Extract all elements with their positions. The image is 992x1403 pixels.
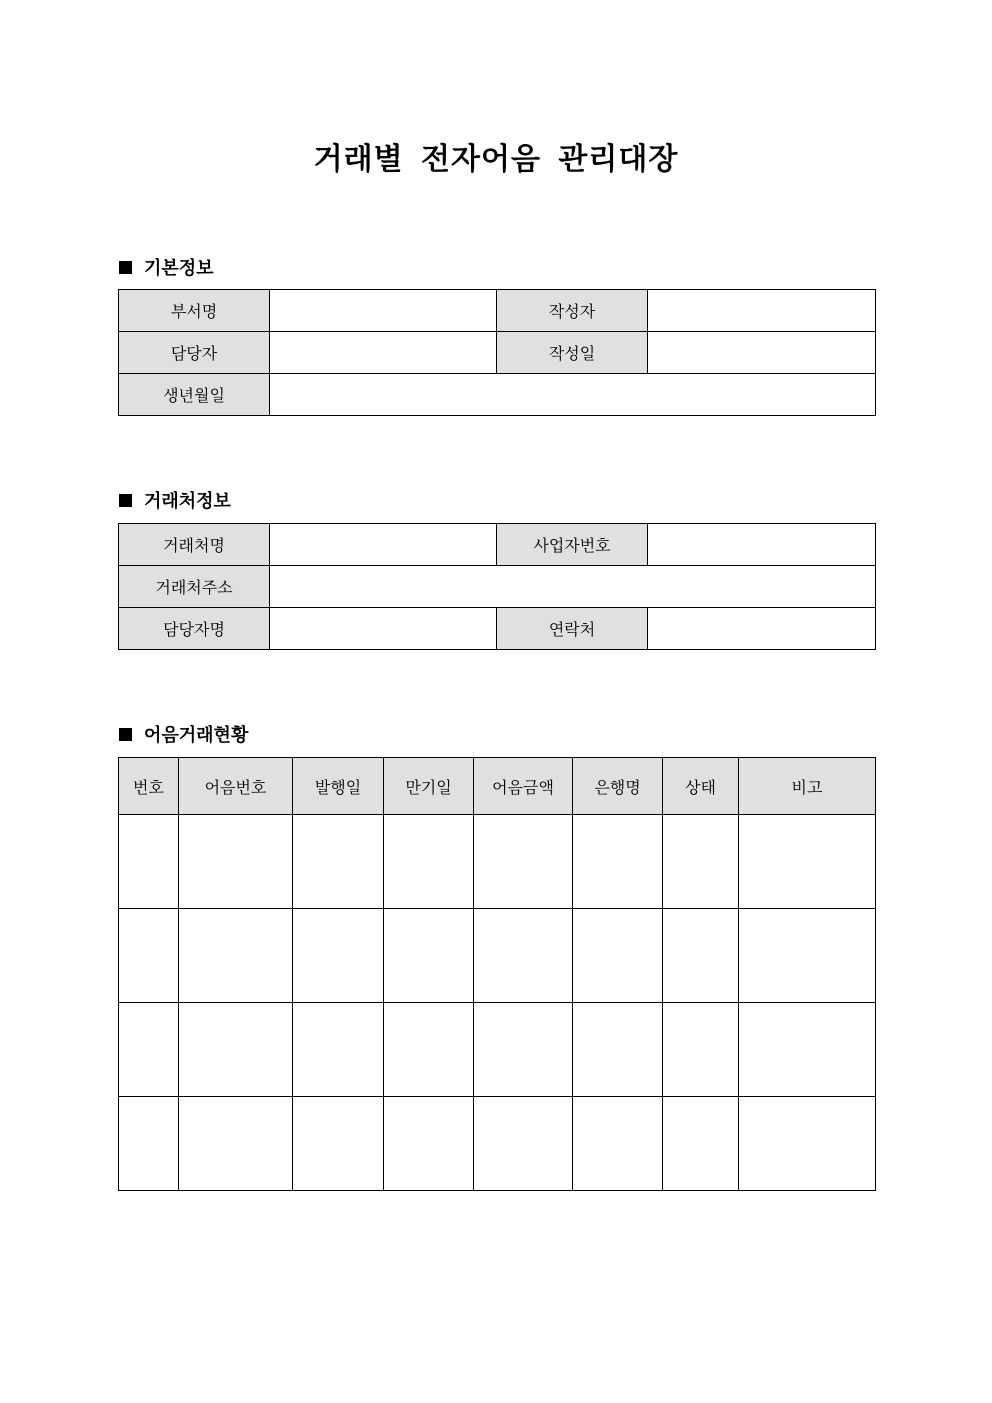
contact-name-label: 담당자명 bbox=[119, 608, 270, 650]
table-cell[interactable] bbox=[573, 1097, 663, 1191]
contact-name-field[interactable] bbox=[270, 608, 497, 650]
table-cell[interactable] bbox=[474, 1097, 573, 1191]
square-bullet-icon bbox=[119, 494, 132, 507]
table-cell[interactable] bbox=[384, 1097, 474, 1191]
table-row bbox=[119, 290, 876, 332]
table-cell[interactable] bbox=[573, 909, 663, 1003]
birth-field[interactable] bbox=[270, 374, 876, 416]
table-cell[interactable] bbox=[293, 815, 384, 909]
table-row bbox=[119, 1097, 876, 1191]
author-label: 작성자 bbox=[497, 290, 648, 332]
table-cell[interactable] bbox=[293, 909, 384, 1003]
ledger-heading bbox=[119, 721, 248, 747]
square-bullet-icon bbox=[119, 728, 132, 741]
dept-field[interactable] bbox=[270, 290, 497, 332]
table-cell[interactable] bbox=[179, 815, 293, 909]
ledger-header-row bbox=[119, 758, 876, 815]
column-header-due-date: 만기일 bbox=[384, 758, 474, 815]
table-cell[interactable] bbox=[119, 815, 179, 909]
table-cell[interactable] bbox=[384, 1003, 474, 1097]
partner-info-heading-text: 거래처정보 bbox=[144, 491, 231, 512]
table-row bbox=[119, 524, 876, 566]
table-row bbox=[119, 1003, 876, 1097]
partner-address-field[interactable] bbox=[270, 566, 876, 608]
table-cell[interactable] bbox=[179, 1003, 293, 1097]
basic-info-heading-text: 기본정보 bbox=[144, 258, 214, 279]
column-header-status: 상태 bbox=[663, 758, 739, 815]
table-row bbox=[119, 566, 876, 608]
table-row bbox=[119, 608, 876, 650]
table-cell[interactable] bbox=[384, 815, 474, 909]
partner-name-field[interactable] bbox=[270, 524, 497, 566]
table-row bbox=[119, 332, 876, 374]
basic-info-table bbox=[118, 289, 876, 416]
manager-field[interactable] bbox=[270, 332, 497, 374]
table-cell[interactable] bbox=[663, 1097, 739, 1191]
table-cell[interactable] bbox=[739, 909, 876, 1003]
table-cell[interactable] bbox=[384, 909, 474, 1003]
column-header-no: 번호 bbox=[119, 758, 179, 815]
column-header-amount: 어음금액 bbox=[474, 758, 573, 815]
table-cell[interactable] bbox=[474, 815, 573, 909]
ledger-table bbox=[118, 757, 876, 1191]
phone-label: 연락처 bbox=[497, 608, 648, 650]
table-cell[interactable] bbox=[179, 1097, 293, 1191]
table-cell[interactable] bbox=[119, 1097, 179, 1191]
table-cell[interactable] bbox=[573, 815, 663, 909]
biz-no-field[interactable] bbox=[648, 524, 876, 566]
dept-label: 부서명 bbox=[119, 290, 270, 332]
author-field[interactable] bbox=[648, 290, 876, 332]
column-header-issue-date: 발행일 bbox=[293, 758, 384, 815]
table-cell[interactable] bbox=[119, 909, 179, 1003]
table-cell[interactable] bbox=[474, 1003, 573, 1097]
square-bullet-icon bbox=[119, 261, 132, 274]
partner-address-label: 거래처주소 bbox=[119, 566, 270, 608]
phone-field[interactable] bbox=[648, 608, 876, 650]
table-cell[interactable] bbox=[663, 909, 739, 1003]
table-cell[interactable] bbox=[663, 1003, 739, 1097]
biz-no-label: 사업자번호 bbox=[497, 524, 648, 566]
page-title: 거래별 전자어음 관리대장 bbox=[313, 142, 679, 177]
table-cell[interactable] bbox=[474, 909, 573, 1003]
table-row bbox=[119, 374, 876, 416]
table-cell[interactable] bbox=[293, 1097, 384, 1191]
column-header-note-no: 어음번호 bbox=[179, 758, 293, 815]
table-cell[interactable] bbox=[739, 1097, 876, 1191]
date-label: 작성일 bbox=[497, 332, 648, 374]
table-row bbox=[119, 815, 876, 909]
partner-info-heading bbox=[119, 487, 231, 513]
table-cell[interactable] bbox=[663, 815, 739, 909]
manager-label: 담당자 bbox=[119, 332, 270, 374]
table-cell[interactable] bbox=[293, 1003, 384, 1097]
partner-name-label: 거래처명 bbox=[119, 524, 270, 566]
basic-info-heading bbox=[119, 254, 214, 280]
table-cell[interactable] bbox=[739, 1003, 876, 1097]
table-cell[interactable] bbox=[739, 815, 876, 909]
column-header-remarks: 비고 bbox=[739, 758, 876, 815]
column-header-bank: 은행명 bbox=[573, 758, 663, 815]
date-field[interactable] bbox=[648, 332, 876, 374]
birth-label: 생년월일 bbox=[119, 374, 270, 416]
table-row bbox=[119, 909, 876, 1003]
table-cell[interactable] bbox=[179, 909, 293, 1003]
ledger-heading-text: 어음거래현황 bbox=[144, 725, 249, 746]
table-cell[interactable] bbox=[573, 1003, 663, 1097]
table-cell[interactable] bbox=[119, 1003, 179, 1097]
partner-info-table bbox=[118, 523, 876, 650]
